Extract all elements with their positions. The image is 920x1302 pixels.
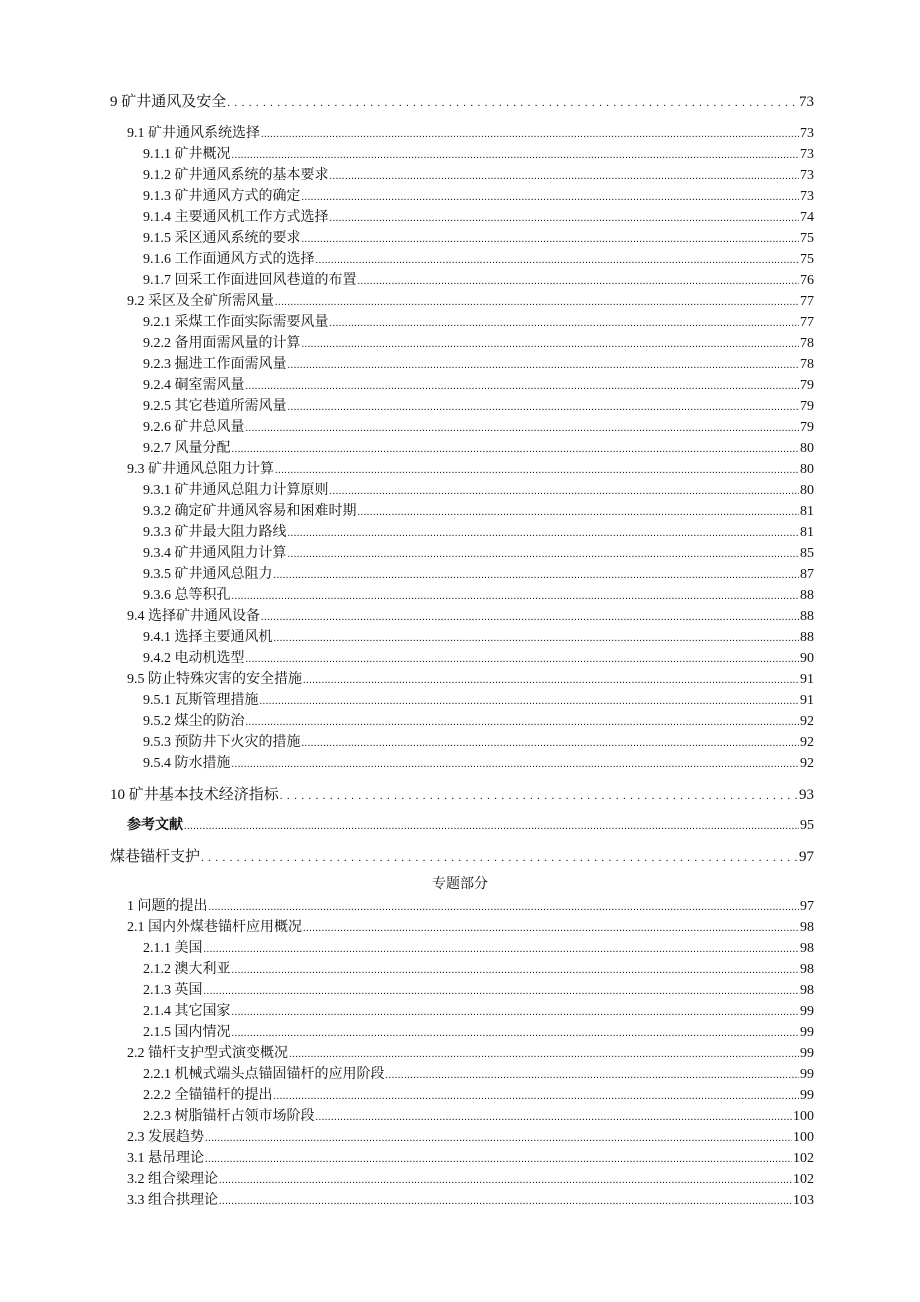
toc-entry[interactable] — [110, 845, 814, 866]
dot-leader — [261, 612, 799, 623]
toc-entry[interactable] — [143, 479, 814, 499]
toc-entry-page: 88 — [800, 609, 814, 624]
dot-leader — [280, 790, 798, 802]
toc-entry-page: 98 — [800, 983, 814, 998]
dot-leader — [275, 465, 799, 476]
toc-entry-page: 87 — [800, 567, 814, 582]
toc-entry-page: 98 — [800, 962, 814, 977]
toc-entry-title: 2.1 国内外煤巷锚杆应用概况 — [127, 920, 302, 935]
toc-entry[interactable] — [127, 1042, 814, 1062]
toc-entry-page: 99 — [800, 1067, 814, 1082]
dot-leader — [246, 717, 800, 728]
toc-entry-title: 2.1.5 国内情况 — [143, 1025, 231, 1040]
toc-entry-page: 88 — [800, 630, 814, 645]
toc-entry-page: 76 — [800, 273, 814, 288]
toc-entry-page: 80 — [800, 441, 814, 456]
toc-entry[interactable] — [143, 353, 814, 373]
toc-entry-title: 9.5.4 防水措施 — [143, 756, 231, 771]
toc-entry-page: 77 — [800, 294, 814, 309]
toc-entry[interactable] — [127, 605, 814, 625]
toc-entry-title: 9.3.1 矿井通风总阻力计算原则 — [143, 483, 329, 498]
dot-leader — [303, 675, 799, 686]
toc-entry-title: 2.1.1 美国 — [143, 941, 203, 956]
toc-entry-page: 78 — [800, 336, 814, 351]
dot-leader — [232, 1028, 800, 1039]
toc-entry[interactable] — [143, 437, 814, 457]
section-heading: 专题部分 — [432, 877, 488, 892]
toc-entry-title: 9.1.1 矿井概况 — [143, 147, 231, 162]
toc-entry-page: 97 — [800, 899, 814, 914]
toc-entry-title: 9.3.3 矿井最大阻力路线 — [143, 525, 287, 540]
dot-leader — [204, 986, 800, 997]
toc-entry[interactable] — [143, 206, 814, 226]
toc-entry-title: 9.5.3 预防井下火灾的措施 — [143, 735, 301, 750]
toc-entry[interactable] — [143, 185, 814, 205]
toc-entry[interactable] — [143, 269, 814, 289]
toc-entry-page: 92 — [800, 756, 814, 771]
toc-entry-title: 9.3.6 总等积孔 — [143, 588, 231, 603]
toc-entry-title: 9 矿井通风及安全 — [110, 94, 227, 110]
toc-entry[interactable] — [143, 542, 814, 562]
toc-entry-title: 10 矿井基本技术经济指标 — [110, 787, 279, 803]
dot-leader — [288, 402, 800, 413]
toc-entry[interactable] — [127, 458, 814, 478]
toc-entry[interactable] — [143, 143, 814, 163]
toc-entry-page: 73 — [800, 189, 814, 204]
toc-entry-page: 81 — [800, 504, 814, 519]
toc-entry[interactable] — [127, 122, 814, 142]
toc-entry[interactable] — [143, 416, 814, 436]
dot-leader — [204, 944, 800, 955]
toc-entry[interactable] — [127, 895, 814, 915]
dot-leader — [246, 423, 800, 434]
dot-leader — [330, 318, 800, 329]
toc-entry-page: 91 — [800, 693, 814, 708]
dot-leader — [227, 97, 798, 109]
toc-entry-page: 81 — [800, 525, 814, 540]
toc-entry-title: 9.1.6 工作面通风方式的选择 — [143, 252, 315, 267]
dot-leader — [261, 129, 799, 140]
toc-entry-title: 9.2.3 掘进工作面需风量 — [143, 357, 287, 372]
dot-leader — [184, 821, 799, 832]
toc-entry-page: 99 — [800, 1025, 814, 1040]
toc-entry[interactable] — [127, 290, 814, 310]
dot-leader — [246, 654, 800, 665]
toc-entry-title: 9.5.1 瓦斯管理措施 — [143, 693, 259, 708]
toc-entry[interactable] — [143, 979, 814, 999]
toc-entry-page: 80 — [800, 462, 814, 477]
toc-entry[interactable] — [143, 1105, 814, 1125]
toc-entry[interactable] — [143, 626, 814, 646]
toc-entry-page: 99 — [800, 1046, 814, 1061]
toc-entry[interactable] — [143, 311, 814, 331]
toc-entry[interactable] — [143, 752, 814, 772]
toc-entry[interactable] — [143, 1063, 814, 1083]
toc-entry-title: 9.2.1 采煤工作面实际需要风量 — [143, 315, 329, 330]
toc-entry-page: 97 — [799, 849, 814, 865]
toc-entry-title: 2.1.3 英国 — [143, 983, 203, 998]
toc-entry-page: 77 — [800, 315, 814, 330]
toc-entry-title: 9.2.6 矿井总风量 — [143, 420, 245, 435]
toc-entry-page: 91 — [800, 672, 814, 687]
toc-entry[interactable] — [143, 689, 814, 709]
dot-leader — [205, 1154, 792, 1165]
dot-leader — [201, 852, 798, 864]
toc-entry-title: 9.2.5 其它巷道所需风量 — [143, 399, 287, 414]
toc-entry[interactable] — [143, 1000, 814, 1020]
toc-entry[interactable] — [143, 958, 814, 978]
dot-leader — [316, 255, 800, 266]
toc-entry[interactable] — [143, 937, 814, 957]
dot-leader — [358, 507, 800, 518]
toc-entry-title: 9.2 采区及全矿所需风量 — [127, 294, 274, 309]
dot-leader — [205, 1133, 792, 1144]
toc-entry-page: 98 — [800, 920, 814, 935]
toc-entry[interactable] — [143, 332, 814, 352]
dot-leader — [302, 192, 800, 203]
toc-entry[interactable] — [143, 227, 814, 247]
dot-leader — [232, 965, 800, 976]
toc-entry-title: 9.1 矿井通风系统选择 — [127, 126, 260, 141]
toc-entry-title: 9.1.4 主要通风机工作方式选择 — [143, 210, 329, 225]
toc-entry-title: 9.3.2 确定矿井通风容易和困难时期 — [143, 504, 357, 519]
toc-entry[interactable] — [127, 814, 814, 834]
toc-entry-title: 2.3 发展趋势 — [127, 1130, 204, 1145]
toc-entry-page: 73 — [799, 94, 814, 110]
toc-entry-page: 98 — [800, 941, 814, 956]
toc-entry-page: 93 — [799, 787, 814, 803]
dot-leader — [232, 591, 800, 602]
toc-entry-title: 9.1.7 回采工作面进回风巷道的布置 — [143, 273, 357, 288]
toc-entry[interactable] — [127, 916, 814, 936]
toc-entry[interactable] — [143, 563, 814, 583]
toc-entry[interactable] — [127, 1189, 814, 1209]
toc-entry[interactable] — [143, 647, 814, 667]
toc-entry-page: 90 — [800, 651, 814, 666]
dot-leader — [358, 276, 800, 287]
dot-leader — [274, 1091, 800, 1102]
toc-entry-page: 75 — [800, 252, 814, 267]
toc-entry[interactable] — [127, 1168, 814, 1188]
dot-leader — [386, 1070, 800, 1081]
toc-entry-page: 88 — [800, 588, 814, 603]
toc-entry-title: 9.4.1 选择主要通风机 — [143, 630, 273, 645]
toc-entry-page: 79 — [800, 378, 814, 393]
toc-entry-page: 80 — [800, 483, 814, 498]
dot-leader — [330, 213, 800, 224]
dot-leader — [302, 339, 800, 350]
toc-entry-page: 92 — [800, 735, 814, 750]
toc-entry-title: 煤巷锚杆支护 — [110, 849, 201, 865]
dot-leader — [302, 738, 800, 749]
dot-leader — [246, 381, 800, 392]
dot-leader — [289, 1049, 799, 1060]
toc-entry-title: 9.2.4 硐室需风量 — [143, 378, 245, 393]
toc-entry-page: 74 — [800, 210, 814, 225]
toc-entry[interactable] — [110, 783, 814, 804]
toc-entry-title: 2.1.4 其它国家 — [143, 1004, 231, 1019]
toc-entry-title: 2.2.1 机械式端头点锚固锚杆的应用阶段 — [143, 1067, 385, 1082]
toc-entry-page: 79 — [800, 420, 814, 435]
toc-entry-page: 102 — [793, 1151, 814, 1166]
toc-entry[interactable] — [143, 710, 814, 730]
toc-entry[interactable] — [143, 374, 814, 394]
toc-entry[interactable] — [143, 164, 814, 184]
toc-entry-title: 9.1.3 矿井通风方式的确定 — [143, 189, 301, 204]
dot-leader — [288, 549, 800, 560]
toc-entry[interactable] — [143, 500, 814, 520]
toc-entry-title: 3.2 组合梁理论 — [127, 1172, 218, 1187]
toc-entry-page: 99 — [800, 1004, 814, 1019]
toc-entry-title: 1 问题的提出 — [127, 899, 208, 914]
toc-entry[interactable] — [110, 90, 814, 111]
toc-entry-title: 9.2.7 风量分配 — [143, 441, 231, 456]
toc-entry-title: 2.1.2 澳大利亚 — [143, 962, 231, 977]
toc-entry-page: 95 — [800, 818, 814, 833]
toc-entry[interactable] — [127, 1147, 814, 1167]
toc-entry[interactable] — [143, 521, 814, 541]
toc-entry-title: 2.2.3 树脂锚杆占领市场阶段 — [143, 1109, 315, 1124]
dot-leader — [219, 1175, 792, 1186]
toc-entry[interactable] — [143, 1084, 814, 1104]
dot-leader — [219, 1196, 792, 1207]
toc-entry-title: 9.3 矿井通风总阻力计算 — [127, 462, 274, 477]
toc-entry[interactable] — [127, 668, 814, 688]
toc-entry[interactable] — [143, 248, 814, 268]
toc-entry[interactable] — [143, 731, 814, 751]
toc-entry-page: 100 — [793, 1109, 814, 1124]
toc-entry-page: 99 — [800, 1088, 814, 1103]
dot-leader — [275, 297, 799, 308]
toc-entry-title: 3.3 组合拱理论 — [127, 1193, 218, 1208]
toc-entry-page: 100 — [793, 1130, 814, 1145]
toc-entry-page: 85 — [800, 546, 814, 561]
toc-entry-page: 103 — [793, 1193, 814, 1208]
toc-entry-page: 75 — [800, 231, 814, 246]
dot-leader — [232, 444, 800, 455]
toc-entry-title: 3.1 悬吊理论 — [127, 1151, 204, 1166]
toc-entry-title: 9.5.2 煤尘的防治 — [143, 714, 245, 729]
toc-entry-title: 2.2.2 全锚锚杆的提出 — [143, 1088, 273, 1103]
dot-leader — [232, 759, 800, 770]
toc-entry-title: 9.2.2 备用面需风量的计算 — [143, 336, 301, 351]
dot-leader — [288, 528, 800, 539]
toc-entry-page: 73 — [800, 126, 814, 141]
toc-entry-title: 9.4 选择矿井通风设备 — [127, 609, 260, 624]
toc-entry-page: 73 — [800, 147, 814, 162]
toc-entry[interactable] — [143, 1021, 814, 1041]
dot-leader — [303, 923, 799, 934]
dot-leader — [232, 150, 800, 161]
dot-leader — [274, 570, 800, 581]
dot-leader — [260, 696, 800, 707]
toc-entry-title: 9.5 防止特殊灾害的安全措施 — [127, 672, 302, 687]
toc-entry-title: 9.3.5 矿井通风总阻力 — [143, 567, 273, 582]
toc-entry[interactable] — [143, 395, 814, 415]
toc-entry[interactable] — [143, 584, 814, 604]
dot-leader — [288, 360, 800, 371]
toc-entry[interactable] — [127, 1126, 814, 1146]
dot-leader — [209, 902, 800, 913]
dot-leader — [316, 1112, 793, 1123]
dot-leader — [274, 633, 800, 644]
dot-leader — [302, 234, 800, 245]
toc-entry-title: 2.2 锚杆支护型式演变概况 — [127, 1046, 288, 1061]
toc-entry-page: 102 — [793, 1172, 814, 1187]
toc-entry-title: 9.3.4 矿井通风阻力计算 — [143, 546, 287, 561]
toc-entry-page: 78 — [800, 357, 814, 372]
dot-leader — [330, 486, 800, 497]
toc-entry-title: 9.1.2 矿井通风系统的基本要求 — [143, 168, 329, 183]
dot-leader — [232, 1007, 800, 1018]
toc-entry-page: 92 — [800, 714, 814, 729]
toc-entry-title: 9.1.5 采区通风系统的要求 — [143, 231, 301, 246]
toc-entry-page: 79 — [800, 399, 814, 414]
toc-entry-page: 73 — [800, 168, 814, 183]
toc-entry-title: 参考文献 — [127, 818, 183, 833]
toc-entry-title: 9.4.2 电动机选型 — [143, 651, 245, 666]
dot-leader — [330, 171, 800, 182]
